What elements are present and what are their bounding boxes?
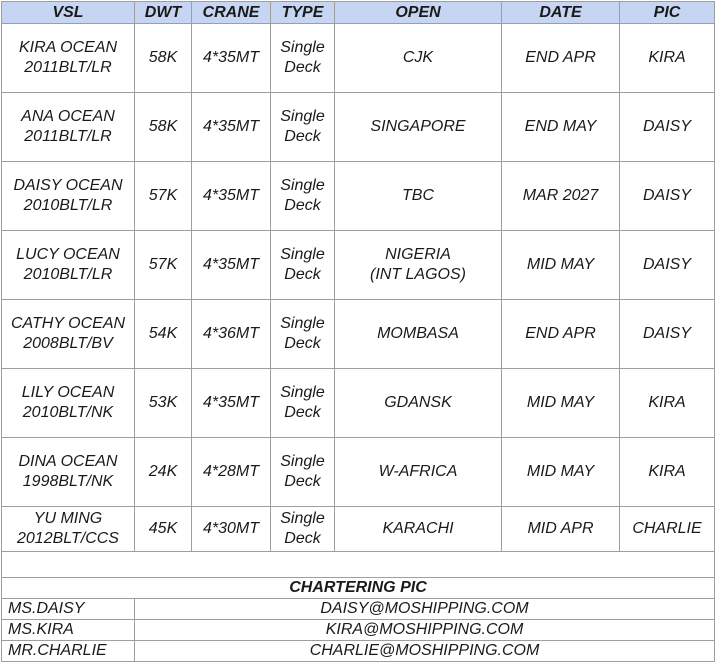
dwt-dwt: 58K <box>148 49 178 66</box>
type-type1: Single <box>280 315 325 332</box>
crane-crane: 4*35MT <box>202 256 260 273</box>
vessel-name-cell <box>2 300 135 369</box>
type-type2: Deck <box>284 404 321 421</box>
table-row <box>2 507 715 552</box>
dwt-cell <box>135 24 192 93</box>
contact-row <box>2 641 715 662</box>
dwt-cell <box>135 162 192 231</box>
vessel-name-cell <box>2 438 135 507</box>
crane-cell <box>192 369 271 438</box>
type-type1: Single <box>280 510 325 527</box>
date-cell <box>502 162 620 231</box>
pic-cell <box>620 369 715 438</box>
crane-cell <box>192 300 271 369</box>
header-vsl: VSL <box>2 2 135 24</box>
open-cell <box>335 507 502 552</box>
open-open1: CJK <box>402 49 434 66</box>
dwt-dwt: 45K <box>148 520 178 537</box>
type-type2: Deck <box>284 473 321 490</box>
pic-pic: KIRA <box>648 49 686 66</box>
crane-cell <box>192 231 271 300</box>
open-open2: (INT LAGOS) <box>369 266 466 283</box>
date-date: END APR <box>525 49 596 66</box>
open-open1: GDANSK <box>384 394 452 411</box>
dwt-cell <box>135 231 192 300</box>
pic-pic: KIRA <box>648 394 686 411</box>
type-type1: Single <box>280 39 325 56</box>
table-row <box>2 369 715 438</box>
dwt-cell <box>135 507 192 552</box>
crane-crane: 4*35MT <box>202 118 260 135</box>
date-cell <box>502 231 620 300</box>
crane-crane: 4*28MT <box>202 463 260 480</box>
date-cell <box>502 507 620 552</box>
type-cell <box>271 231 335 300</box>
date-date: MID MAY <box>526 463 595 480</box>
type-cell <box>271 162 335 231</box>
contact-row <box>2 599 715 620</box>
crane-cell <box>192 507 271 552</box>
date-cell <box>502 24 620 93</box>
vessel-name-cell <box>2 507 135 552</box>
contact-name: MR.CHARLIE <box>2 641 135 662</box>
dwt-dwt: 58K <box>148 118 178 135</box>
header-crane: CRANE <box>192 2 271 24</box>
dwt-dwt: 54K <box>148 325 178 342</box>
type-cell <box>271 438 335 507</box>
type-type2: Deck <box>284 59 321 76</box>
vessel-name-name: YU MING <box>33 510 103 527</box>
vessel-name-cell <box>2 369 135 438</box>
crane-cell <box>192 162 271 231</box>
open-cell <box>335 162 502 231</box>
pic-pic: CHARLIE <box>632 520 702 537</box>
vessel-name-name: CATHY OCEAN <box>10 315 126 332</box>
crane-crane: 4*36MT <box>202 325 260 342</box>
pic-pic: DAISY <box>642 256 691 273</box>
header-dwt: DWT <box>135 2 192 24</box>
type-type1: Single <box>280 453 325 470</box>
vessel-name-name: KIRA OCEAN <box>18 39 118 56</box>
open-open1: NIGERIA <box>385 246 451 263</box>
type-cell <box>271 507 335 552</box>
crane-crane: 4*30MT <box>202 520 260 537</box>
pic-pic: DAISY <box>642 187 691 204</box>
date-date: MID MAY <box>526 394 595 411</box>
date-date: MID APR <box>527 520 594 537</box>
open-open1: TBC <box>402 187 434 204</box>
table-row <box>2 93 715 162</box>
table-row <box>2 300 715 369</box>
vessel-name-name: DINA OCEAN <box>18 453 118 470</box>
vessel-position-sheet <box>1 1 714 662</box>
open-cell <box>335 231 502 300</box>
crane-cell <box>192 93 271 162</box>
vessel-name-cell <box>2 93 135 162</box>
dwt-dwt: 57K <box>148 187 178 204</box>
open-cell <box>335 438 502 507</box>
dwt-cell <box>135 300 192 369</box>
open-open1: W-AFRICA <box>378 463 458 480</box>
type-cell <box>271 369 335 438</box>
table-row <box>2 162 715 231</box>
date-cell <box>502 438 620 507</box>
vessel-name-built: 1998BLT/NK <box>22 473 114 490</box>
pic-pic: KIRA <box>648 463 686 480</box>
open-open1: KARACHI <box>382 520 454 537</box>
vessel-name-built: 2010BLT/NK <box>22 404 114 421</box>
crane-cell <box>192 438 271 507</box>
vessel-name-built: 2010BLT/LR <box>23 266 113 283</box>
header-pic: PIC <box>620 2 715 24</box>
type-type1: Single <box>280 384 325 401</box>
contact-row <box>2 620 715 641</box>
pic-cell <box>620 93 715 162</box>
table-row <box>2 438 715 507</box>
open-cell <box>335 300 502 369</box>
chartering-title: CHARTERING PIC <box>2 578 715 599</box>
vessel-name-name: LUCY OCEAN <box>16 246 120 263</box>
type-type2: Deck <box>284 197 321 214</box>
vessel-name-cell <box>2 162 135 231</box>
pic-cell <box>620 300 715 369</box>
contact-name: MS.KIRA <box>2 620 135 641</box>
type-type2: Deck <box>284 530 321 547</box>
dwt-dwt: 57K <box>148 256 178 273</box>
dwt-cell <box>135 93 192 162</box>
type-type1: Single <box>280 108 325 125</box>
type-cell <box>271 93 335 162</box>
pic-pic: DAISY <box>642 325 691 342</box>
header-type: TYPE <box>271 2 335 24</box>
crane-crane: 4*35MT <box>202 49 260 66</box>
date-date: MID MAY <box>526 256 595 273</box>
open-cell <box>335 93 502 162</box>
contact-email[interactable]: DAISY@MOSHIPPING.COM <box>135 599 715 620</box>
spacer-row <box>2 552 715 578</box>
vessel-name-name: LILY OCEAN <box>21 384 115 401</box>
pic-cell <box>620 24 715 93</box>
type-cell <box>271 24 335 93</box>
dwt-cell <box>135 438 192 507</box>
open-open1: MOMBASA <box>377 325 459 342</box>
type-type2: Deck <box>284 128 321 145</box>
pic-pic: DAISY <box>642 118 691 135</box>
date-cell <box>502 93 620 162</box>
date-cell <box>502 300 620 369</box>
contact-email[interactable]: CHARLIE@MOSHIPPING.COM <box>135 641 715 662</box>
date-cell <box>502 369 620 438</box>
date-date: END MAY <box>524 118 597 135</box>
type-type1: Single <box>280 177 325 194</box>
dwt-dwt: 24K <box>148 463 178 480</box>
contact-email[interactable]: KIRA@MOSHIPPING.COM <box>135 620 715 641</box>
dwt-dwt: 53K <box>148 394 178 411</box>
vessel-table <box>1 1 715 662</box>
date-date: END APR <box>525 325 596 342</box>
open-open1: SINGAPORE <box>370 118 466 135</box>
vessel-name-built: 2011BLT/LR <box>24 59 112 76</box>
vessel-name-cell <box>2 24 135 93</box>
pic-cell <box>620 438 715 507</box>
chartering-section <box>2 552 715 662</box>
vessel-name-built: 2012BLT/CCS <box>17 530 119 547</box>
contact-name: MS.DAISY <box>2 599 135 620</box>
type-type2: Deck <box>284 335 321 352</box>
type-type2: Deck <box>284 266 321 283</box>
vessel-rows <box>2 24 715 552</box>
header-date: DATE <box>502 2 620 24</box>
crane-cell <box>192 24 271 93</box>
pic-cell <box>620 231 715 300</box>
vessel-name-built: 2011BLT/LR <box>24 128 112 145</box>
vessel-name-built: 2008BLT/BV <box>23 335 113 352</box>
vessel-name-name: ANA OCEAN <box>21 108 115 125</box>
type-type1: Single <box>280 246 325 263</box>
vessel-name-built: 2010BLT/LR <box>23 197 113 214</box>
table-row <box>2 24 715 93</box>
crane-crane: 4*35MT <box>202 394 260 411</box>
header-open: OPEN <box>335 2 502 24</box>
table-header <box>2 2 715 24</box>
vessel-name-cell <box>2 231 135 300</box>
open-cell <box>335 369 502 438</box>
date-date: MAR 2027 <box>522 187 599 204</box>
crane-crane: 4*35MT <box>202 187 260 204</box>
pic-cell <box>620 162 715 231</box>
open-cell <box>335 24 502 93</box>
table-row <box>2 231 715 300</box>
dwt-cell <box>135 369 192 438</box>
type-cell <box>271 300 335 369</box>
pic-cell <box>620 507 715 552</box>
vessel-name-name: DAISY OCEAN <box>13 177 123 194</box>
